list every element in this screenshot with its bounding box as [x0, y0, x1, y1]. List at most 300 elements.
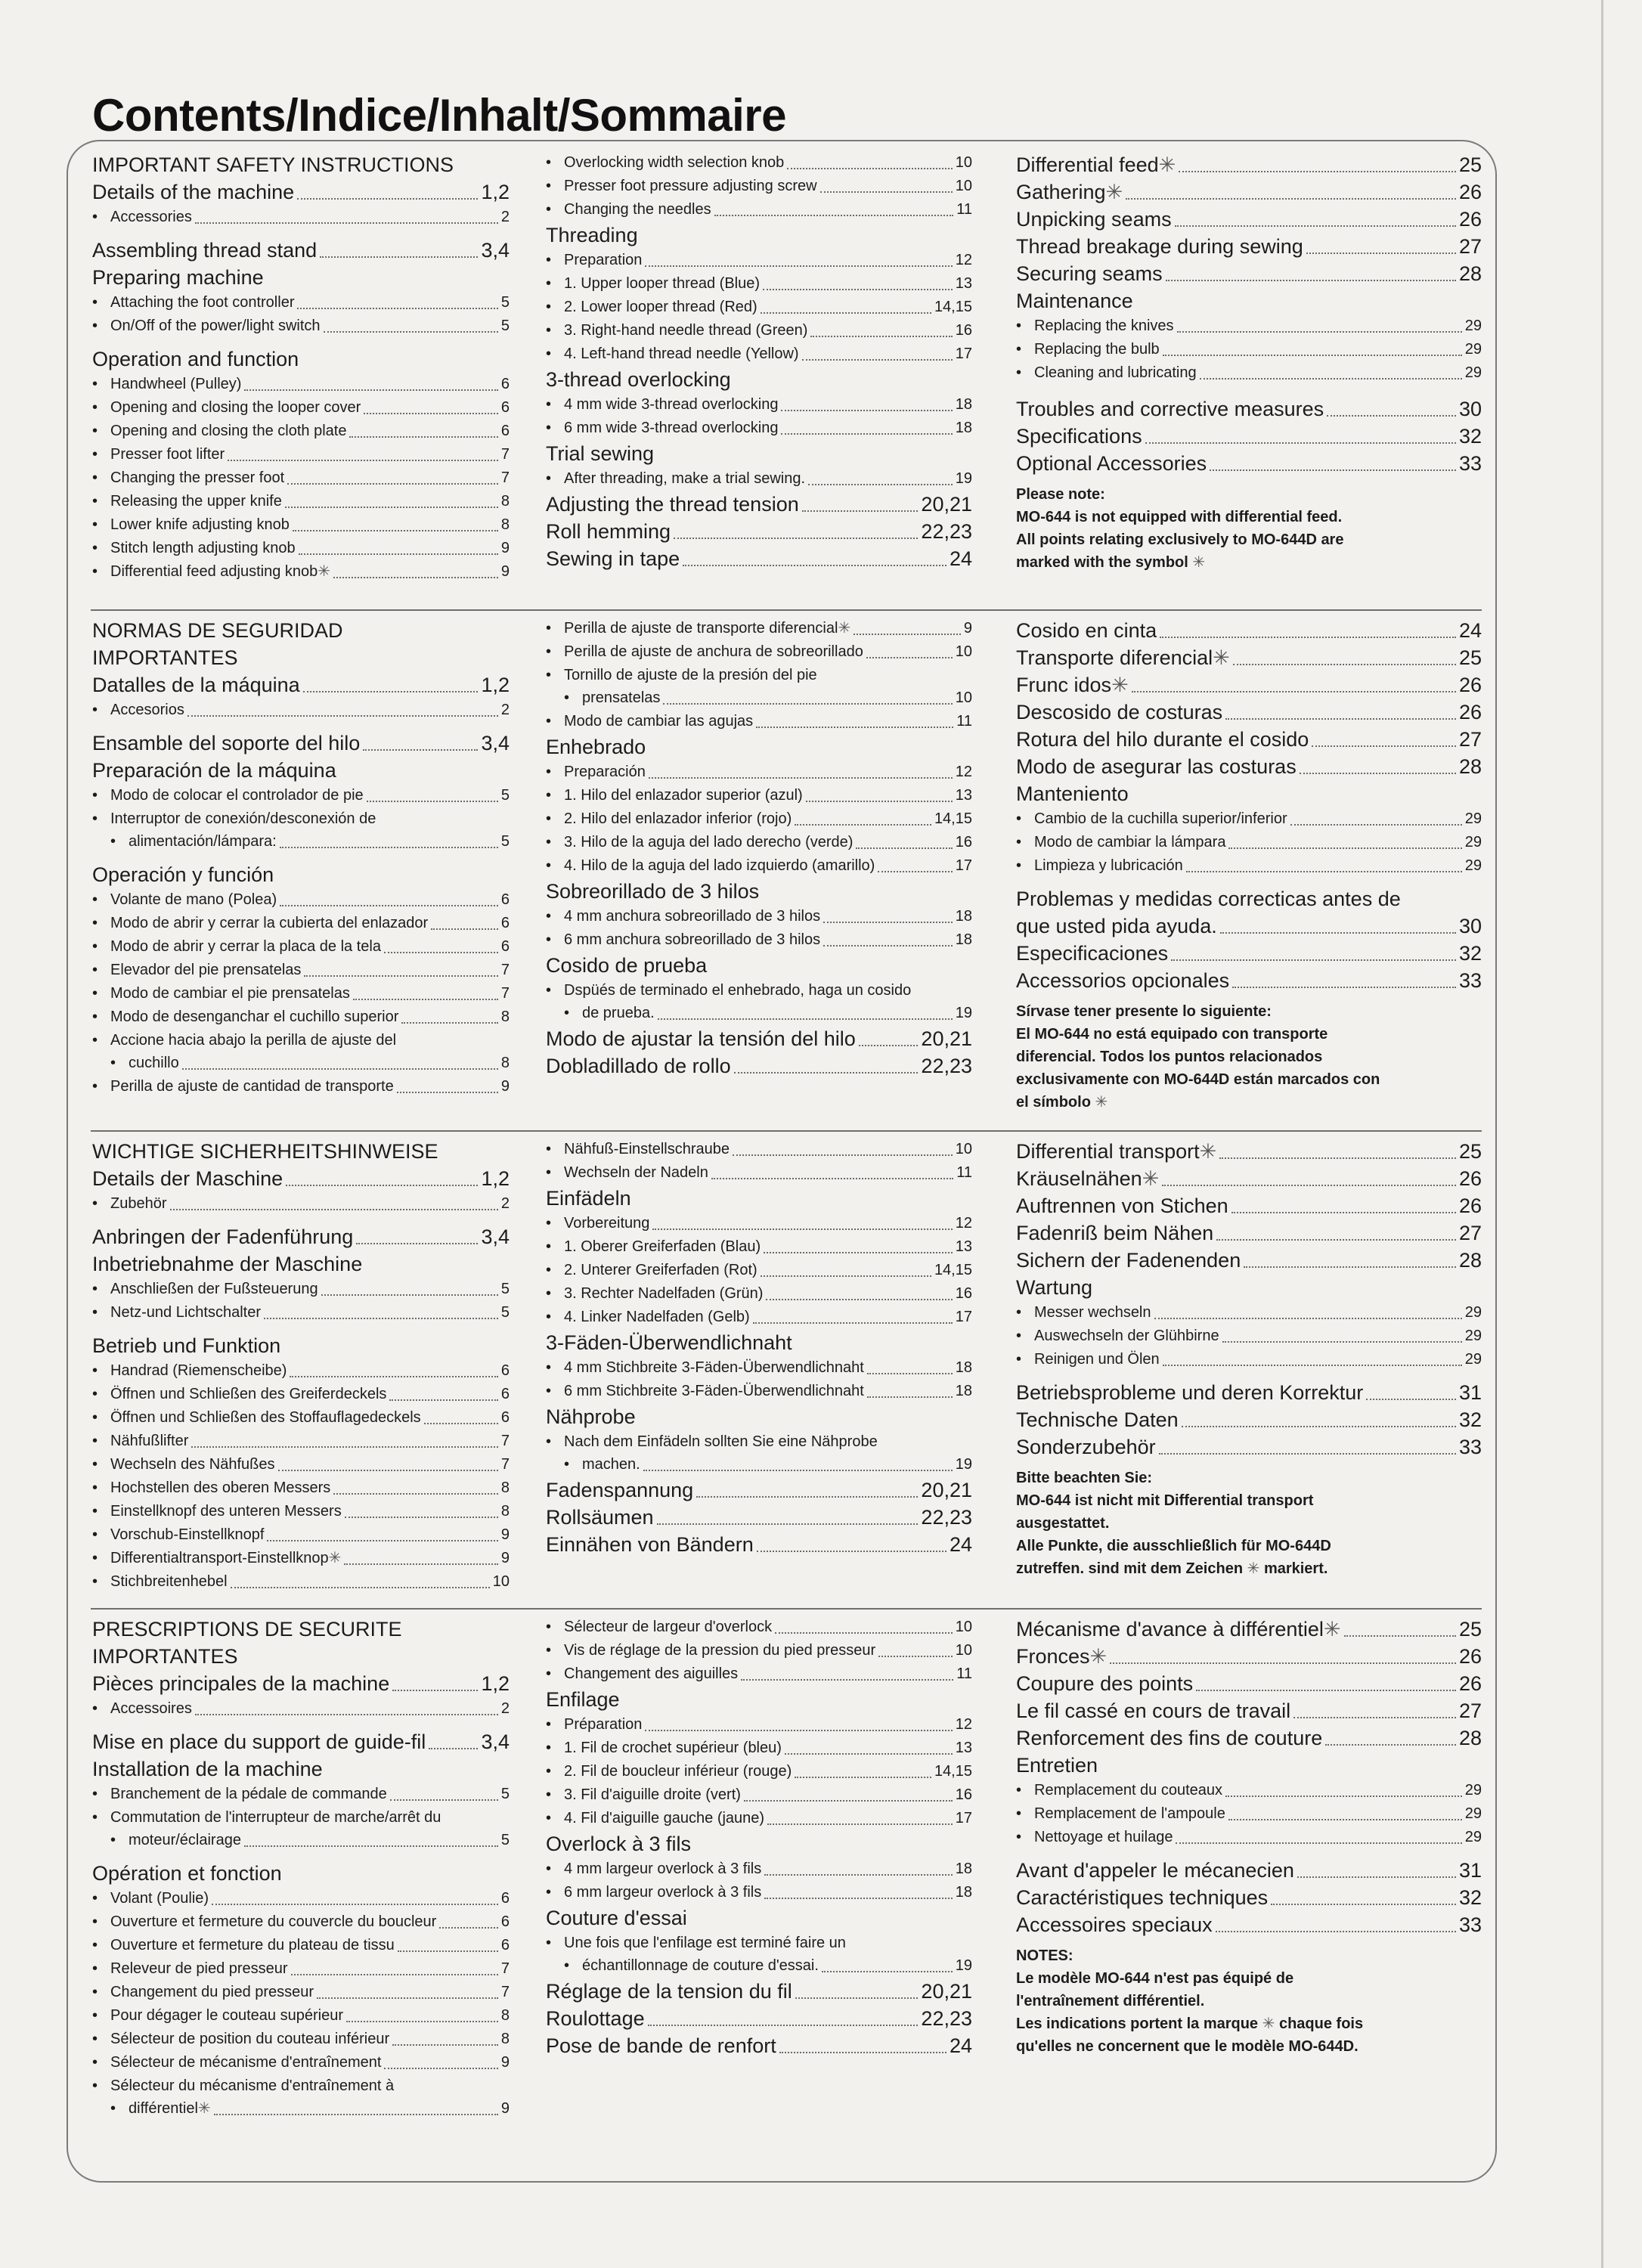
page-number: 19 [955, 1456, 972, 1473]
dot-leader [1325, 1744, 1456, 1746]
dot-leader [823, 922, 953, 923]
dot-leader [1233, 664, 1456, 665]
page-number: 10 [955, 643, 972, 660]
dot-leader [1176, 1842, 1461, 1844]
page-number: 28 [1458, 755, 1482, 778]
entry-title: • Handrad (Riemenscheibe) [92, 1359, 287, 1383]
dot-leader [820, 191, 953, 193]
dot-leader [1126, 198, 1456, 200]
entry-title: • Lower knife adjusting knob [92, 513, 290, 537]
toc-entry [92, 1278, 510, 1301]
toc-entry [546, 1662, 972, 1686]
page-number: 11 [956, 1164, 972, 1181]
toc-entry [546, 2005, 972, 2032]
section-heading: Operación y función [92, 863, 274, 886]
page-number: 18 [955, 420, 972, 436]
dot-leader [278, 1470, 498, 1471]
note-line: MO-644 ist nicht mit Differential transport [1016, 1492, 1314, 1509]
entry-title: • Branchement de la pédale de commande [92, 1783, 387, 1806]
dot-leader [1159, 1453, 1456, 1455]
toc-entry [546, 1978, 972, 2005]
page-number: 28 [1458, 1249, 1482, 1272]
toc-entry [1016, 1670, 1482, 1697]
entry-title: Fadenriß beim Nähen [1016, 1222, 1214, 1244]
dot-leader [439, 1927, 498, 1929]
page-number: 28 [1458, 262, 1482, 285]
page-number: 11 [956, 1665, 972, 1682]
toc-entry [1016, 260, 1482, 287]
entry-title: • alimentación/lámpara: [110, 830, 277, 854]
dot-leader [823, 945, 953, 947]
page-number: 1,2 [481, 181, 510, 203]
page-number: 29 [1464, 341, 1482, 358]
toc-entry [546, 1760, 972, 1783]
dot-leader [859, 1045, 919, 1046]
toc-entry [92, 396, 510, 420]
entry-title: • Remplacement du couteaux [1016, 1779, 1222, 1802]
toc-entry [1016, 151, 1482, 178]
entry-title: • 6 mm largeur overlock à 3 fils [546, 1881, 761, 1904]
entry-title: Pièces principales de la machine [92, 1672, 390, 1695]
entry-text-line: • Accione hacia abajo la perilla de ajuste del [92, 1029, 510, 1052]
entry-title: • Presser foot lifter [92, 443, 225, 466]
entry-title: • Sélecteur de position du couteau inférieur [92, 2028, 389, 2051]
dot-leader [280, 847, 498, 848]
entry-title: • Opening and closing the cloth plate [92, 420, 346, 443]
section-heading: Maintenance [1016, 290, 1133, 312]
page-number: 24 [949, 547, 972, 570]
page-number: 7 [500, 985, 510, 1002]
note-line: Alle Punkte, die ausschließlich für MO-644D [1016, 1538, 1331, 1554]
toc-entry [92, 935, 510, 959]
entry-title: • Perilla de ajuste de anchura de sobreorillado [546, 640, 863, 664]
entry-title: Roll hemming [546, 520, 671, 543]
page-number: 5 [500, 1304, 510, 1321]
toc-entry [92, 206, 510, 229]
dot-leader [195, 1714, 498, 1715]
section-german [92, 1138, 1482, 1594]
column-3 [992, 1138, 1482, 1594]
entry-title: Auftrennen von Stichen [1016, 1194, 1228, 1217]
page-number: 26 [1458, 1645, 1482, 1668]
dot-leader [285, 507, 498, 508]
toc-entry [92, 314, 510, 338]
dot-leader [1222, 1341, 1462, 1343]
toc-entry [92, 888, 510, 912]
toc-entry [546, 1531, 972, 1558]
dot-leader [810, 336, 952, 337]
entry-title: Differential transport [1016, 1140, 1200, 1163]
entry-title: • 3. Fil d'aiguille droite (vert) [546, 1783, 741, 1807]
toc-entry [546, 1616, 972, 1639]
toc-entry [546, 545, 972, 572]
page-number: 10 [492, 1573, 510, 1590]
dot-leader [1366, 1399, 1456, 1400]
entry-title: • Changing the presser foot [92, 466, 284, 490]
page-number: 6 [500, 1913, 510, 1930]
entry-title: Modo de asegurar las costuras [1016, 755, 1297, 778]
asterisk-icon: ✳ [1262, 2015, 1275, 2032]
toc-entry [92, 982, 510, 1005]
dot-leader [1216, 1931, 1456, 1932]
entry-title: Rollsäumen [546, 1506, 654, 1529]
page-number: 14,15 [934, 1763, 972, 1780]
dot-leader [1228, 847, 1461, 849]
entry-title: Assembling thread stand [92, 239, 318, 262]
entry-title: • 2. Lower looper thread (Red) [546, 296, 757, 319]
page-number: 12 [955, 1215, 972, 1232]
dot-leader [1219, 1157, 1456, 1159]
entry-title: Sichern der Fadenenden [1016, 1249, 1241, 1272]
page-number: 16 [955, 322, 972, 339]
entry-title: • Hochstellen des oberen Messers [92, 1476, 330, 1500]
entry-title: • Volante de mano (Polea) [92, 888, 277, 912]
dot-leader [392, 2044, 498, 2046]
page-number: 29 [1464, 318, 1482, 334]
section-heading: Opération et fonction [92, 1862, 282, 1885]
toc-entry [546, 1138, 972, 1161]
toc-entry [1016, 1802, 1482, 1826]
page-number: 33 [1458, 1913, 1482, 1936]
toc-entry [546, 831, 972, 854]
entry-title: • Differentialtransport-Einstellknop [92, 1547, 329, 1570]
dot-leader [1186, 871, 1462, 872]
toc-entry [1016, 1616, 1482, 1643]
entry-title: • 1. Fil de crochet supérieur (bleu) [546, 1737, 782, 1760]
page-number: 5 [500, 787, 510, 804]
entry-title: • Changing the needles [546, 198, 711, 222]
section-heading: NORMAS DE SEGURIDAD [92, 619, 343, 642]
toc-entry [546, 1235, 972, 1259]
page-number: 12 [955, 252, 972, 268]
dot-leader [291, 1974, 498, 1975]
page-number: 24 [949, 2034, 972, 2057]
note-line: diferencial. Todos los puntos relacionados [1016, 1049, 1323, 1065]
entry-title: • Anschließen der Fußsteuerung [92, 1278, 318, 1301]
toc-entry [1016, 1219, 1482, 1247]
entry-title: Fadenspannung [546, 1479, 694, 1501]
entry-title: • Netz-und Lichtschalter [92, 1301, 261, 1325]
toc-entry [546, 1025, 972, 1052]
page-number: 13 [955, 787, 972, 804]
toc-entry [92, 1728, 510, 1755]
page-number: 3,4 [481, 239, 510, 262]
toc-entry-multiline [546, 664, 972, 710]
dot-leader [867, 1396, 953, 1398]
toc-entry [1016, 178, 1482, 206]
page-number: 11 [956, 713, 972, 730]
dot-leader [324, 331, 498, 333]
toc-entry [92, 784, 510, 807]
dot-leader [663, 703, 952, 705]
toc-entry [92, 699, 510, 722]
entry-title: • 4 mm anchura sobreorillado de 3 hilos [546, 905, 820, 928]
dot-leader [1306, 253, 1456, 254]
page-number: 6 [500, 423, 510, 439]
toc-entry [92, 912, 510, 935]
dot-leader [1290, 824, 1462, 826]
dot-leader [744, 1800, 953, 1802]
page-number: 16 [955, 1786, 972, 1803]
entry-title: • Releasing the upper knife [92, 490, 282, 513]
toc-entry [92, 2051, 510, 2074]
toc-entry [546, 151, 972, 175]
entry-text-line [546, 1002, 972, 1025]
page-number: 9 [500, 563, 510, 580]
page-number: 31 [1458, 1381, 1482, 1404]
entry-title: Anbringen der Fadenführung [92, 1225, 354, 1248]
dot-leader [696, 1496, 918, 1498]
dot-leader [1225, 1796, 1462, 1797]
entry-title: • Accessories [92, 206, 192, 229]
entry-title: • Elevador del pie prensatelas [92, 959, 301, 982]
toc-entry [546, 1713, 972, 1737]
entry-text-line: • Tornillo de ajuste de la presión del pie [546, 664, 972, 686]
entry-title: Cosido en cinta [1016, 619, 1157, 642]
spacer [92, 1216, 510, 1223]
page-number: 9 [500, 1550, 510, 1566]
entry-title: • Nähfuß-Einstellschraube [546, 1138, 730, 1161]
page-number: 2 [500, 1700, 510, 1717]
toc-entry [546, 1476, 972, 1504]
dot-leader [795, 1997, 919, 1999]
asterisk-icon: ✳ [1247, 1560, 1260, 1577]
page-number: 7 [500, 1456, 510, 1473]
dot-leader [364, 413, 498, 414]
dot-leader [293, 530, 498, 531]
dot-leader [1293, 1717, 1456, 1718]
column-1 [92, 617, 531, 1114]
entry-title: Réglage de la tension du fil [546, 1980, 792, 2003]
page-number: 1,2 [481, 1672, 510, 1695]
toc-entry [92, 1500, 510, 1523]
entry-title: Modo de ajustar la tensión del hilo [546, 1027, 856, 1050]
section-heading: Manteniento [1016, 782, 1129, 805]
page-number: 9 [500, 1078, 510, 1095]
dot-leader [781, 410, 952, 411]
toc-entry [546, 761, 972, 784]
section-heading: Entretien [1016, 1754, 1098, 1777]
toc-entry [1016, 644, 1482, 671]
dot-leader [775, 1632, 953, 1634]
column-1 [92, 1138, 531, 1594]
entry-title: • Preparation [546, 249, 642, 272]
entry-title: • Replacing the bulb [1016, 338, 1160, 361]
page-number: 32 [1458, 1408, 1482, 1431]
page-number: 5 [500, 1786, 510, 1802]
page-number: 7 [500, 469, 510, 486]
toc-entry [92, 1453, 510, 1476]
dot-leader [299, 553, 498, 555]
entry-title: • 4 mm wide 3-thread overlocking [546, 393, 778, 417]
dot-leader [764, 1874, 953, 1876]
dot-leader [785, 1753, 953, 1755]
page-number: 12 [955, 1716, 972, 1733]
entry-title: Dobladillado de rollo [546, 1055, 731, 1077]
page-number: 18 [955, 1359, 972, 1376]
page-number: 16 [955, 834, 972, 850]
page-number: 29 [1464, 1328, 1482, 1344]
toc-entry [546, 854, 972, 878]
section-heading: IMPORTANTES [92, 1645, 238, 1668]
page-number: 8 [500, 1009, 510, 1025]
entry-title: • 4. Linker Nadelfaden (Gelb) [546, 1306, 750, 1329]
entry-text-line [546, 1453, 972, 1476]
dot-leader [1160, 637, 1456, 638]
dot-leader [645, 265, 952, 267]
page-number: 20,21 [921, 493, 972, 516]
dot-leader [757, 1551, 946, 1552]
entry-title: Details of the machine [92, 181, 295, 203]
dot-leader [1271, 1904, 1456, 1905]
note-line: Les indications portent la marque [1016, 2015, 1259, 2032]
dot-leader [714, 215, 954, 216]
page-number: 29 [1464, 1829, 1482, 1845]
dot-leader [1232, 1212, 1456, 1213]
page-number: 16 [955, 1285, 972, 1302]
toc-entry [546, 1807, 972, 1830]
entry-title: Mécanisme d'avance à différentiel [1016, 1618, 1324, 1641]
entry-title: • Öffnen und Schließen des Stoffauflagedeckels [92, 1406, 421, 1430]
entry-title: Accessorios opcionales [1016, 969, 1230, 992]
dot-leader [429, 1748, 478, 1749]
entry-title: • Modo de abrir y cerrar la cubierta del enlazador [92, 912, 428, 935]
toc-entry [92, 1075, 510, 1098]
dot-leader [297, 198, 478, 200]
toc-entry [92, 1005, 510, 1029]
page-number: 29 [1464, 364, 1482, 381]
dot-leader [1232, 987, 1456, 988]
toc-entry [92, 537, 510, 560]
entry-title: Securing seams [1016, 262, 1163, 285]
spacer [1016, 1371, 1482, 1379]
entry-title: • Reinigen und Ölen [1016, 1348, 1160, 1371]
page-number: 1,2 [481, 674, 510, 696]
entry-title: • 1. Upper looper thread (Blue) [546, 272, 760, 296]
entry-title: • 3. Rechter Nadelfaden (Grün) [546, 1282, 763, 1306]
toc-entry [92, 2028, 510, 2051]
dot-leader [1196, 1690, 1456, 1691]
dot-leader [356, 1243, 478, 1244]
entry-title: • Modo de desenganchar el cuchillo superior [92, 1005, 398, 1029]
page-number: 8 [500, 1479, 510, 1496]
toc-entry-multiline [546, 979, 972, 1025]
toc-entry [1016, 831, 1482, 854]
toc-entry [92, 959, 510, 982]
page-number: 27 [1458, 1222, 1482, 1244]
entry-title: • Handwheel (Pulley) [92, 373, 241, 396]
toc-entry [92, 1301, 510, 1325]
dot-leader [787, 168, 952, 169]
note-line: l'entraînement différentiel. [1016, 1993, 1205, 2009]
dot-leader [795, 824, 931, 826]
page-number: 3,4 [481, 1730, 510, 1753]
entry-title: • Auswechseln der Glühbirne [1016, 1325, 1219, 1348]
entry-title: Technische Daten [1016, 1408, 1179, 1431]
note-heading: Sírvase tener presente lo siguiente: [1016, 1003, 1272, 1020]
section-heading: Threading [546, 224, 638, 246]
dot-leader [397, 1092, 498, 1093]
entry-text-line: • Sélecteur du mécanisme d'entraînement à [92, 2074, 510, 2097]
dot-leader [761, 312, 931, 314]
toc-entry [546, 198, 972, 222]
entry-title: • Vorbereitung [546, 1212, 649, 1235]
dot-leader [802, 359, 953, 361]
entry-title: Ensamble del soporte del hilo [92, 732, 361, 754]
asterisk-icon: ✳ [1089, 1645, 1108, 1668]
dot-leader [1228, 1819, 1462, 1820]
dot-leader [1327, 415, 1456, 417]
dot-leader [212, 1904, 498, 1905]
column-1 [92, 151, 531, 584]
toc-entry [1016, 1779, 1482, 1802]
entry-text-line: • Interruptor de conexión/desconexión de [92, 807, 510, 830]
section-heading: Betrieb und Funktion [92, 1334, 281, 1357]
dot-leader [657, 1523, 919, 1525]
spacer [1016, 385, 1482, 395]
dot-leader [384, 952, 498, 953]
toc-entry [1016, 699, 1482, 726]
toc-entry [1016, 726, 1482, 753]
toc-entry-multiline [92, 1029, 510, 1075]
dot-leader [367, 801, 498, 802]
page-edge [1601, 0, 1603, 2268]
toc-entry [1016, 1348, 1482, 1371]
dot-leader [1225, 718, 1456, 720]
page-number: 29 [1464, 1782, 1482, 1799]
entry-title: • Ouverture et fermeture du plateau de tissu [92, 1934, 395, 1957]
page-number: 18 [955, 1383, 972, 1399]
page-number: 29 [1464, 1304, 1482, 1321]
entry-title: • Modo de abrir y cerrar la placa de la tela [92, 935, 381, 959]
page-number: 6 [500, 938, 510, 955]
section-divider [91, 1608, 1482, 1610]
entry-title: • Nähfußlifter [92, 1430, 188, 1453]
toc-entry [1016, 753, 1482, 780]
entry-title: • 4. Fil d'aiguille gauche (jaune) [546, 1807, 764, 1830]
note-line: ausgestattet. [1016, 1515, 1110, 1532]
dot-leader [733, 1154, 953, 1156]
entry-text-line: • Commutation de l'interrupteur de marche/arrêt du [92, 1806, 510, 1829]
section-heading: Couture d'essai [546, 1907, 687, 1929]
note-block [1016, 483, 1482, 574]
page-number: 7 [500, 1433, 510, 1449]
note-line: qu'elles ne concernent que le modèle MO-644D. [1016, 2038, 1359, 2055]
toc-entry [92, 1430, 510, 1453]
entry-text-line [92, 2097, 510, 2121]
page-number: 25 [1458, 1140, 1482, 1163]
entry-title: • Modo de cambiar el pie prensatelas [92, 982, 350, 1005]
toc-entry [92, 1165, 510, 1192]
toc-entry [92, 466, 510, 490]
dot-leader [244, 1845, 498, 1847]
entry-title: Roulottage [546, 2007, 645, 2030]
page-number: 2 [500, 1195, 510, 1212]
entry-title: • Modo de cambiar la lámpara [1016, 831, 1225, 854]
page-number: 8 [500, 1503, 510, 1520]
dot-leader [290, 1376, 497, 1377]
entry-title: • Accesorios [92, 699, 184, 722]
note-line: chaque fois [1278, 2015, 1364, 2032]
toc-entry [1016, 1826, 1482, 1849]
entry-title: • 4 mm Stichbreite 3-Fäden-Überwendlichnaht [546, 1356, 864, 1380]
dot-leader [1154, 1318, 1462, 1319]
page-number: 26 [1458, 1672, 1482, 1695]
toc-entry [1016, 233, 1482, 260]
page-number: 10 [955, 689, 972, 706]
toc-entry [92, 178, 510, 206]
column-3 [992, 151, 1482, 584]
